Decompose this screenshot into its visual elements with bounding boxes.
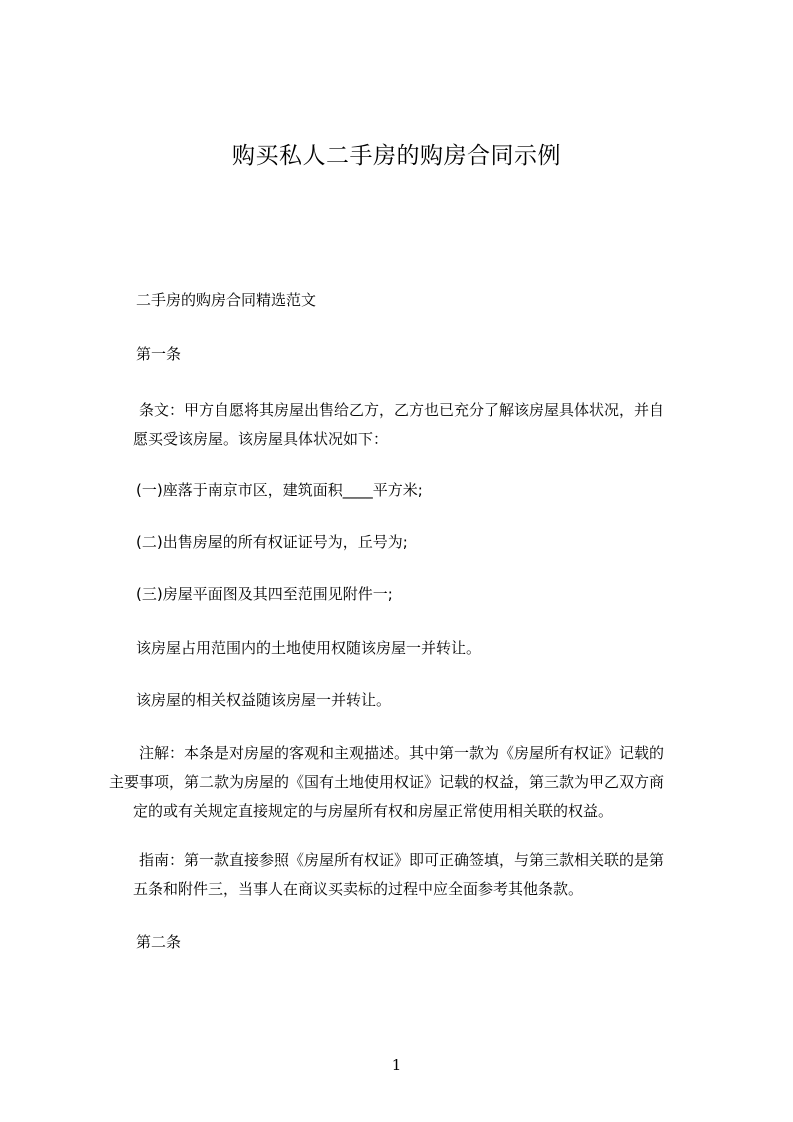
land-use-paragraph: 该房屋占用范围内的土地使用权随该房屋一并转让。 — [136, 639, 482, 657]
item-3: (三)房屋平面图及其四至范围见附件一; — [136, 585, 393, 603]
clause-text-paragraph — [133, 396, 706, 454]
item-2: (二)出售房屋的所有权证证号为，丘号为; — [136, 533, 408, 551]
article-1-heading: 第一条 — [136, 345, 182, 363]
note-line-1: 注解：本条是对房屋的客观和主观描述。其中第一款为《房屋所有权证》记载的 — [139, 744, 665, 762]
document-subtitle: 二手房的购房合同精选范文 — [136, 291, 317, 309]
clause-text-line-2: 愿买受该房屋。该房屋具体状况如下： — [133, 430, 389, 448]
note-line-3: 定的或有关规定直接规定的与房屋所有权和房屋正常使用相关联的权益。 — [133, 802, 614, 820]
rights-paragraph: 该房屋的相关权益随该房屋一并转让。 — [136, 691, 392, 709]
article-2-heading: 第二条 — [136, 933, 182, 951]
guide-line-2: 五条和附件三，当事人在商议买卖标的过程中应全面参考其他条款。 — [133, 880, 584, 898]
guide-paragraph — [133, 846, 706, 904]
clause-text-line-1: 条文：甲方自愿将其房屋出售给乙方，乙方也已充分了解该房屋具体状况，并自 — [139, 401, 665, 419]
item-1: (一)座落于南京市区，建筑面积____平方米; — [136, 481, 423, 499]
document-title: 购买私人二手房的购房合同示例 — [232, 143, 561, 169]
note-paragraph — [109, 739, 706, 826]
guide-line-1: 指南：第一款直接参照《房屋所有权证》即可正确签填，与第三款相关联的是第 — [139, 851, 665, 869]
note-line-2: 主要事项，第二款为房屋的《国有土地使用权证》记载的权益，第三款为甲乙双方商 — [109, 773, 665, 791]
page-number: 1 — [391, 1056, 402, 1074]
